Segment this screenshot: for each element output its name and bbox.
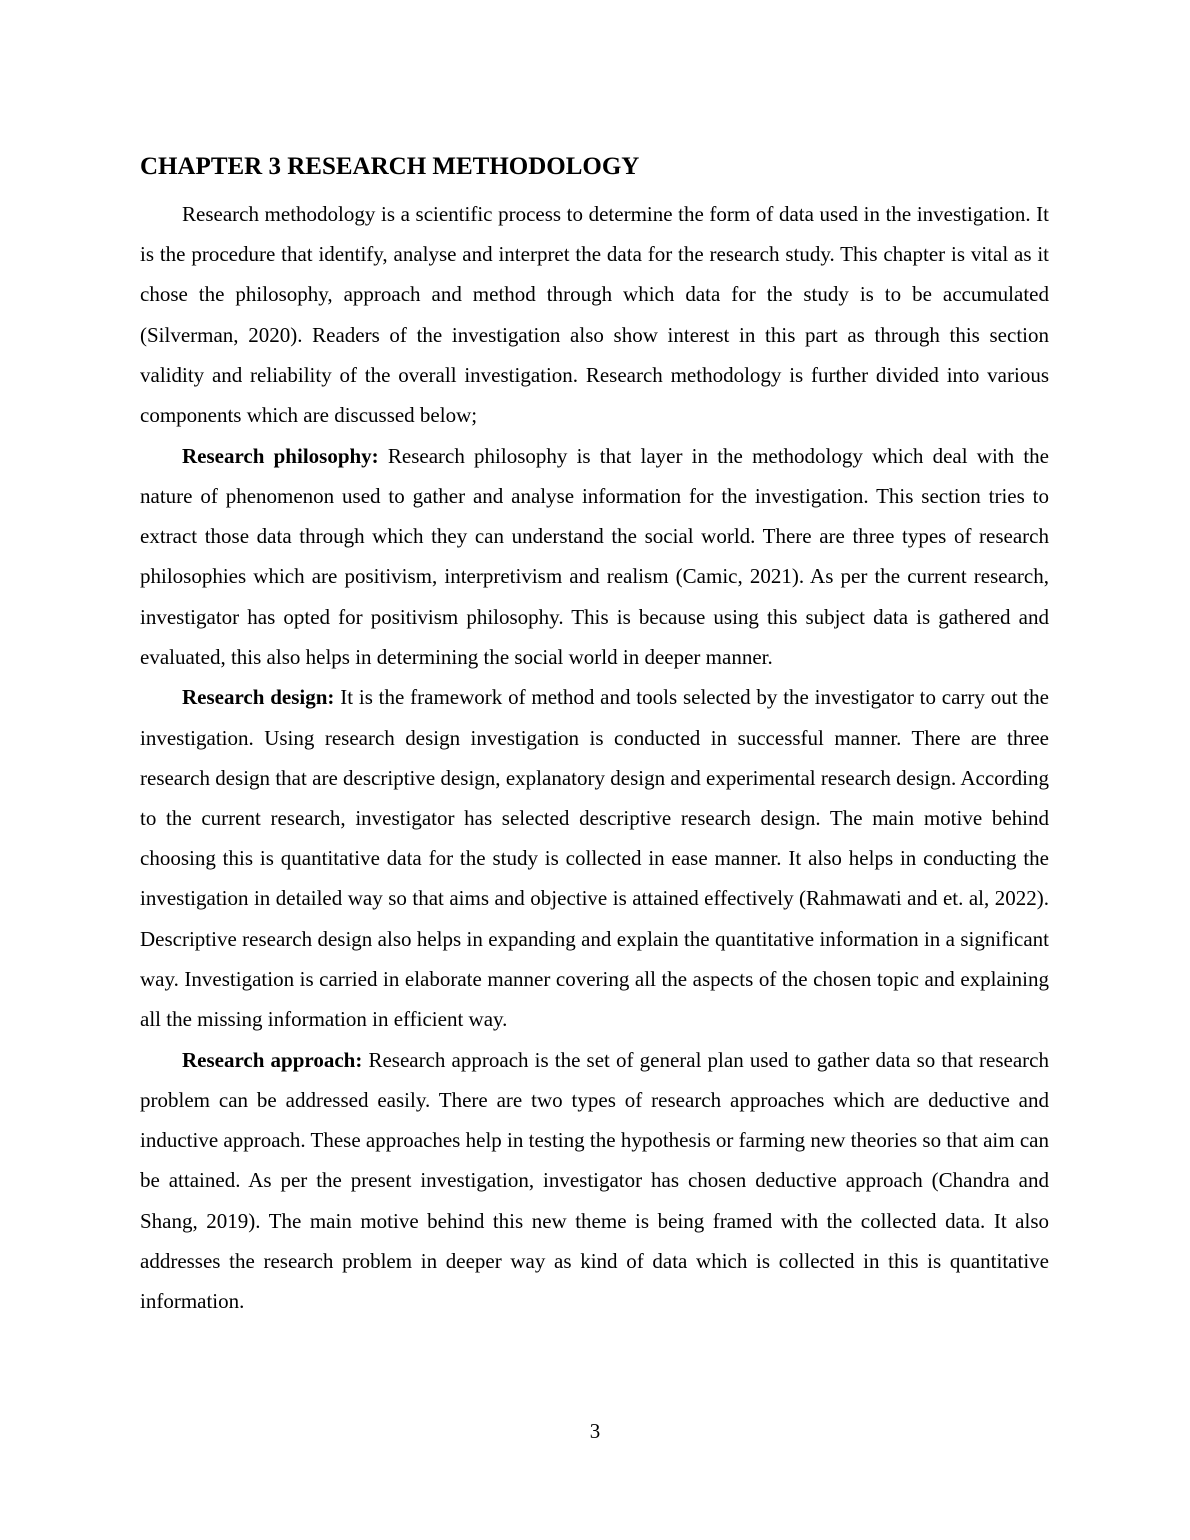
paragraph-research-philosophy bbox=[140, 436, 1049, 677]
chapter-heading: CHAPTER 3 RESEARCH METHODOLOGY bbox=[140, 153, 640, 180]
research-philosophy-lead: Research philosophy: bbox=[182, 443, 379, 468]
paragraph-research-approach bbox=[140, 1040, 1049, 1321]
research-philosophy-text: Research philosophy is that layer in the methodology which deal with the nature of phenomenon used to gather and analyse information for the investigation. This section tries to extract those data through which they can understand the social world. There are three types of research philosophies which are positivism, interpretivism and realism (Camic, 2021). As per the current research, investigator has opted for positivism philosophy. This is because using this subject data is gathered and evaluated, this also helps in determining the social world in deeper manner. bbox=[140, 443, 1049, 669]
research-design-text: It is the framework of method and tools selected by the investigator to carry out the investigation. Using research design investigation is conducted in successful manner. There are three research design that are descriptive design, explanatory design and experimental research design. According to the current research, investigator has selected descriptive research design. The main motive behind choosing this is quantitative data for the study is collected in ease manner. It also helps in conducting the investigation in detailed way so that aims and objective is attained effectively (Rahmawati and et. al, 2022). Descriptive research design also helps in expanding and explain the quantitative information in a significant way. Investigation is carried in elaborate manner covering all the aspects of the chosen topic and explaining all the missing information in efficient way. bbox=[140, 685, 1049, 1032]
research-approach-lead: Research approach: bbox=[182, 1047, 363, 1072]
research-approach-text: Research approach is the set of general plan used to gather data so that research problem can be addressed easily. There are two types of research approaches which are deductive and inductive approach. These approaches help in testing the hypothesis or farming new theories so that aim can be attained. As per the present investigation, investigator has chosen deductive approach (Chandra and Shang, 2019). The main motive behind this new theme is being framed with the collected data. It also addresses the research problem in deeper way as kind of data which is collected in this is quantitative information. bbox=[140, 1047, 1049, 1313]
page-number: 3 bbox=[589, 1419, 601, 1443]
paragraph-intro bbox=[140, 194, 1049, 435]
paragraph-research-design bbox=[140, 677, 1049, 1039]
research-design-lead: Research design: bbox=[182, 685, 335, 710]
document-page bbox=[140, 150, 1049, 1322]
paragraph-intro-text: Research methodology is a scientific process to determine the form of data used in the investigation. It is the procedure that identify, analyse and interpret the data for the research study. This chapter is vital as it chose the philosophy, approach and method through which data for the study is to be accumulated (Silverman, 2020). Readers of the investigation also show interest in this part as through this section validity and reliability of the overall investigation. Research methodology is further divided into various components which are discussed below; bbox=[140, 202, 1049, 428]
